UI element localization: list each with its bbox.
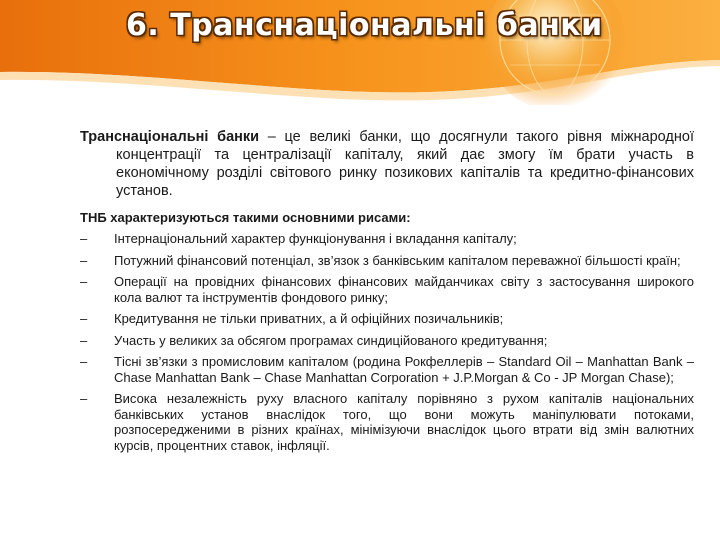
list-item xyxy=(80,311,694,327)
list-item xyxy=(80,274,694,305)
list-item xyxy=(80,253,694,269)
dash-bullet: – xyxy=(80,354,88,369)
dash-bullet: – xyxy=(80,332,88,348)
list-item-text: Участь у великих за обсягом програмах синдиційованого кредитування; xyxy=(114,332,548,348)
slide-header xyxy=(0,0,720,105)
intro-text: – це великі банки, що досягнули такого рівня міжнародної концентрації та централізації капіталу, який дає змогу їм брати участь в економічному розділі світового ринку позикових капіталів та кредитно-фінансових установ. xyxy=(116,129,694,199)
list-item-text: Інтернаціональний характер функціонування і вкладання капіталу; xyxy=(114,231,517,246)
list-item-text: Операції на провідних фінансових фінансових майданчиках світу з застосування широкого кола валют та інструментів фондового ринку; xyxy=(114,274,694,305)
list-item-text: Кредитування не тільки приватних, а й офіційних позичальників; xyxy=(114,311,504,326)
list-item xyxy=(80,391,694,453)
list-item xyxy=(80,333,694,349)
list-item xyxy=(80,354,694,385)
dash-bullet: – xyxy=(80,231,88,246)
dash-bullet: – xyxy=(80,252,88,268)
page-title: 6. Транснаціональні банки xyxy=(126,8,603,43)
intro-paragraph xyxy=(80,128,694,200)
list-item-text: Висока незалежність руху власного капіталу порівняно з рухом капіталів національних банківських установ внаслідок того, що вони можуть маніпулювати потоками, розпосередженими в різних країнах, мінімізуючи внаслідок цього втрати від змін валютних курсів, процентних ставок, інфляції. xyxy=(114,391,694,453)
features-heading: ТНБ характеризуються такими основними рисами: xyxy=(80,210,411,225)
slide-content xyxy=(80,128,694,459)
dash-bullet: – xyxy=(80,311,88,326)
list-item xyxy=(80,231,694,247)
dash-bullet: – xyxy=(80,274,88,289)
list-item-text: Потужний фінансовий потенціал, зв’язок з банківським капіталом переважної більшості країн; xyxy=(114,252,681,268)
list-item-text: Тісні зв’язки з промисловим капіталом (родина Рокфеллерів – Standard Oil – Manhattan Bank – Chase Manhattan Bank – Chase Manhattan Corporation + J.P.Morgan & Co - JP Morgan Chase); xyxy=(114,354,694,385)
dash-bullet: – xyxy=(80,391,88,406)
intro-term: Транснаціональні банки xyxy=(80,129,260,145)
feature-list xyxy=(80,231,694,453)
